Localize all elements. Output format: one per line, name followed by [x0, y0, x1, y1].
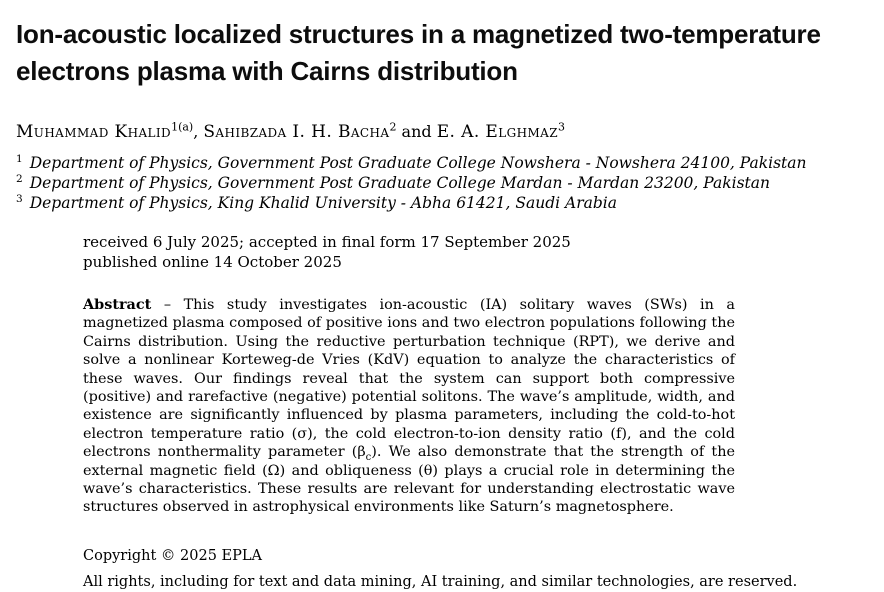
paper-title-line-2: electrons plasma with Cairns distribution [16, 56, 518, 86]
author-line [16, 122, 868, 142]
abstract-text-part-1: This study investigates ion-acoustic (IA) solitary waves (SWs) in a magnetized plasma composed of positive ions and two electron populations following the Cairns distribution. Using the reductive perturbation technique (RPT), we derive and solve a nonlinear Korteweg-de Vries (KdV) equation to analyze the characteristics of these waves. Our findings reveal that the system can support both compressive (positive) and rarefactive (negative) potential solitons. The wave’s amplitude, width, and existence are significantly influenced by plasma parameters, including the cold-to-hot electron temperature ratio (σ), the cold electron-to-ion density ratio (f), and the cold electrons nonthermality parameter (β [83, 297, 736, 461]
author-affiliation-marker-1: 1(a) [171, 120, 194, 134]
abstract-paragraph [83, 296, 735, 517]
paper-title [16, 16, 868, 90]
paper-title-line-1: Ion-acoustic localized structures in a magnetized two-temperature [16, 19, 821, 49]
affiliation-line-2 [16, 173, 868, 193]
author-affiliation-marker-3: 3 [557, 120, 565, 134]
affiliation-text-2: Department of Physics, Government Post Graduate College Mardan - Mardan 23200, Pakistan [29, 174, 771, 192]
copyright-line: Copyright © 2025 EPLA [83, 547, 262, 564]
affiliations-block [16, 153, 868, 213]
affiliation-number-1: 1 [16, 152, 23, 165]
abstract-dash: – [163, 297, 172, 313]
author-separator-2: and [396, 122, 437, 141]
received-accepted-line: received 6 July 2025; accepted in final form 17 September 2025 [83, 233, 571, 251]
affiliation-number-2: 2 [16, 172, 23, 185]
dates-block [83, 233, 868, 272]
abstract-text-part-2: ). We also demonstrate that the strength of the external magnetic field (Ω) and obliqueness (θ) plays a crucial role in determining the wave’s characteristics. These results are relevant for understanding electrostatic wave structures observed in astrophysical environments like Saturn’s magnetosphere. [83, 444, 735, 516]
author-name-1: Muhammad Khalid [16, 122, 172, 142]
affiliation-number-3: 3 [16, 192, 23, 205]
author-name-2: Sahibzada I. H. Bacha [203, 122, 390, 142]
copyright-block [83, 547, 868, 592]
author-name-3: E. A. Elghmaz [436, 122, 558, 142]
affiliation-line-3 [16, 193, 868, 213]
beta-subscript: c [365, 452, 372, 464]
rights-reserved-line: All rights, including for text and data mining, AI training, and similar technologies, are reserved. [83, 573, 798, 590]
author-affiliation-marker-2: 2 [389, 120, 397, 134]
author-separator-1: , [193, 122, 204, 141]
affiliation-text-1: Department of Physics, Government Post Graduate College Nowshera - Nowshera 24100, Pakistan [29, 154, 807, 172]
affiliation-line-1 [16, 153, 868, 173]
affiliation-text-3: Department of Physics, King Khalid University - Abha 61421, Saudi Arabia [29, 194, 617, 212]
abstract-label: Abstract [83, 296, 152, 313]
published-online-line: published online 14 October 2025 [83, 252, 342, 271]
